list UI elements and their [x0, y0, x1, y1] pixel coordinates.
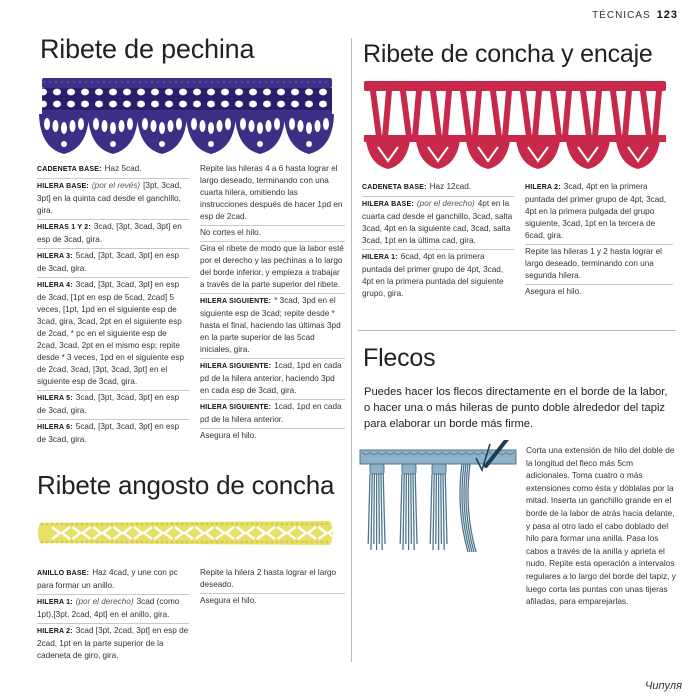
instruction-label: CADENETA BASE:	[362, 184, 427, 191]
instruction-note: (por el derecho)	[75, 597, 134, 606]
instruction-row	[525, 180, 673, 245]
instruction-text: 3cad [3pt, 2cad, 3pt] en esp de 2cad, 1pt en la parte superior de la cadeneta de giro, gira.	[37, 626, 189, 660]
pechina-instructions-left	[37, 162, 189, 448]
instruction-text: 1cad, 1pd en cada pd de la hilera anterior.	[200, 402, 342, 424]
instruction-row	[37, 162, 189, 179]
instruction-row	[200, 226, 345, 242]
instruction-text: Haz 4cad, y une con pc para formar un anillo.	[37, 568, 178, 590]
instruction-row	[37, 566, 189, 595]
instruction-text: [3pt, 3cad, 3pt] en la quinta cad desde el ganchillo, gira.	[37, 181, 182, 215]
instruction-row	[200, 359, 345, 400]
instruction-label: HILERA 4:	[37, 282, 73, 289]
instruction-row	[200, 400, 345, 429]
instruction-text: 1cad, 1pd en cada pd de la hilera anterior, haciendo 3pd en cada esp de 3cad, gira.	[200, 361, 342, 395]
instruction-label: HILERAS 1 Y 2:	[37, 224, 91, 231]
instruction-label: HILERA 6:	[37, 424, 73, 431]
instruction-text: 5cad, [3pt, 3cad, 3pt] en esp de 3cad, gira.	[37, 422, 180, 444]
instruction-label: HILERA BASE:	[37, 183, 89, 190]
instruction-row	[37, 624, 189, 664]
angosto-instructions-left	[37, 566, 189, 664]
instruction-label: HILERA 1:	[362, 254, 398, 261]
instruction-row	[37, 595, 189, 624]
flecos-intro: Puedes hacer los flecos directamente en el borde de la labor, o hacer una o más hileras de punto doble alrededor del tapiz para elaborar un borde más firme.	[364, 386, 668, 430]
instruction-text: 3cad, 4pt en la primera puntada del primer grupo de 4pt, 3cad, 4pt en la primera pulgada del grupo siguiente, 3cad, 1pt en la tercera de 6cad, gira.	[525, 182, 667, 240]
angosto-title: Ribete angosto de concha	[37, 470, 335, 500]
instruction-text: 3cad, [3pt, 3cad, 3pt] en esp de 3cad, [1pt en esp de 5cad, 2cad] 5 veces, [1pt, 1pd en el siguiente esp de 3cad, gira, 3cad, 2pt en el siguiente esp de 2cad, * pc en el siguiente esp de 2cad, 3cad, 2pt en el mismo esp; repite desde * 3 veces, 1pd en el siguiente esp de 2cad, 3cad, [3pt, 3cad, 3pt] en el siguiente esp de 3cad, gira.	[37, 280, 185, 386]
concha-encaje-title: Ribete de concha y encaje	[363, 40, 653, 68]
instruction-note: (por el revés)	[91, 181, 141, 190]
instruction-label: HILERA SIGUIENTE:	[200, 363, 272, 370]
instruction-label: HILERA 5:	[37, 395, 73, 402]
instruction-text: Gira el ribete de modo que la labor esté por el derecho y las pechinas a lo largo del borde inferior, y empieza a trabajar a través de la parte superior del ribete.	[200, 244, 344, 289]
angosto-instructions-right	[200, 566, 345, 609]
section-divider	[358, 330, 676, 331]
instruction-row	[525, 285, 673, 300]
page-header	[592, 9, 678, 21]
instruction-row	[362, 250, 514, 302]
instruction-label: HILERA 3:	[37, 253, 73, 260]
instruction-row	[37, 220, 189, 249]
instruction-label: HILERA BASE:	[362, 201, 414, 208]
instruction-label: CADENETA BASE:	[37, 166, 102, 173]
concha-encaje-instructions-right	[525, 180, 673, 300]
instruction-text: Haz 5cad.	[104, 164, 142, 173]
flecos-instructions: Corta una extensión de hilo del doble de la longitud del fleco más 5cm adicionales. Toma cuatro o más extensiones como ésta y dóblalas por la mitad. Inserta un ganchillo grande en el borde de la labor de atrás hacia delante, y pasa al otro lado el cabo doblado del hilo para formar una anilla. Pasa los cabos a través de la anilla y aprieta el nudo. Repite esta operación a intervalos regulares a lo largo del borde del tapiz, y luego corta las puntas con unas tijeras afiladas, para emparejarlas.	[526, 445, 676, 607]
instruction-note: (por el derecho)	[416, 199, 475, 208]
instruction-text: Asegura el hilo.	[200, 431, 257, 440]
instruction-label: HILERA 2:	[525, 184, 561, 191]
instruction-text: Asegura el hilo.	[525, 287, 582, 296]
watermark: Чипуля	[644, 680, 682, 692]
instruction-row	[37, 249, 189, 278]
instruction-row	[37, 179, 189, 220]
column-divider	[351, 38, 352, 662]
instruction-row	[200, 594, 345, 609]
instruction-text: * 3cad, 3pd en el siguiente esp de 3cad; repite desde * hasta el final, haciendo las últimas 3pd en la parte superior de las 5cad iniciales, gira.	[200, 296, 341, 354]
instruction-text: 3cad (como 1pt),[3pt, 2cad, 4pt] en el anillo, gira.	[37, 597, 180, 619]
pechina-title: Ribete de pechina	[40, 34, 255, 64]
instruction-label: ANILLO BASE:	[37, 570, 90, 577]
instruction-text: Repite las hileras 1 y 2 hasta lograr el largo deseado, terminando con una segunda hilera.	[525, 247, 662, 280]
instruction-label: HILERA SIGUIENTE:	[200, 298, 272, 305]
instruction-row	[200, 242, 345, 294]
page-number: 123	[656, 9, 678, 21]
instruction-text: 6cad, 4pt en la primera puntada del primer grupo de 4pt, 3cad, 4pt en la primera puntada del siguiente grupo, gira.	[362, 252, 504, 298]
instruction-row	[200, 566, 345, 594]
instruction-row	[37, 278, 189, 391]
instruction-text: 4pt en la cuarta cad desde el ganchillo, 3cad, salta 3cad, 4pt en la siguiente cad, 3cad, salta 3cad, 1pt en la última cad, gira.	[362, 199, 513, 245]
instruction-row	[362, 180, 514, 197]
angosto-swatch	[34, 505, 339, 561]
instruction-row	[200, 162, 345, 226]
instruction-text: No cortes el hilo.	[200, 228, 261, 237]
pechina-swatch	[36, 74, 336, 160]
fringe-illustration	[358, 440, 518, 558]
instruction-text: 5cad, [3pt, 3cad, 3pt] en esp de 3cad, gira.	[37, 251, 180, 273]
instruction-text: Repite la hilera 2 hasta lograr el largo deseado.	[200, 568, 337, 589]
instruction-label: HILERA 2:	[37, 628, 73, 635]
instruction-text: 3cad, [3pt, 3cad, 3pt] en esp de 3cad, gira.	[37, 393, 180, 415]
instruction-row	[525, 245, 673, 285]
instruction-text: 3cad, [3pt, 3cad, 3pt] en esp de 3cad, gira.	[37, 222, 182, 244]
instruction-text: Repite las hileras 4 a 6 hasta lograr el largo deseado, terminando con una cuarta hilera, omitiendo las instrucciones después de hacer 1pd en esp de 2cad.	[200, 164, 343, 221]
instruction-label: HILERA 1:	[37, 599, 73, 606]
concha-encaje-instructions-left	[362, 180, 514, 302]
instruction-row	[200, 429, 345, 444]
instruction-row	[362, 197, 514, 250]
instruction-row	[37, 420, 189, 448]
instruction-row	[37, 391, 189, 420]
instruction-row	[200, 294, 345, 359]
flecos-title: Flecos	[363, 344, 436, 372]
instruction-text: Haz 12cad.	[429, 182, 472, 191]
section-name: TÉCNICAS	[592, 10, 651, 21]
concha-encaje-swatch	[360, 75, 672, 175]
instruction-label: HILERA SIGUIENTE:	[200, 404, 272, 411]
instruction-text: Asegura el hilo.	[200, 596, 257, 605]
pechina-instructions-right	[200, 162, 345, 444]
